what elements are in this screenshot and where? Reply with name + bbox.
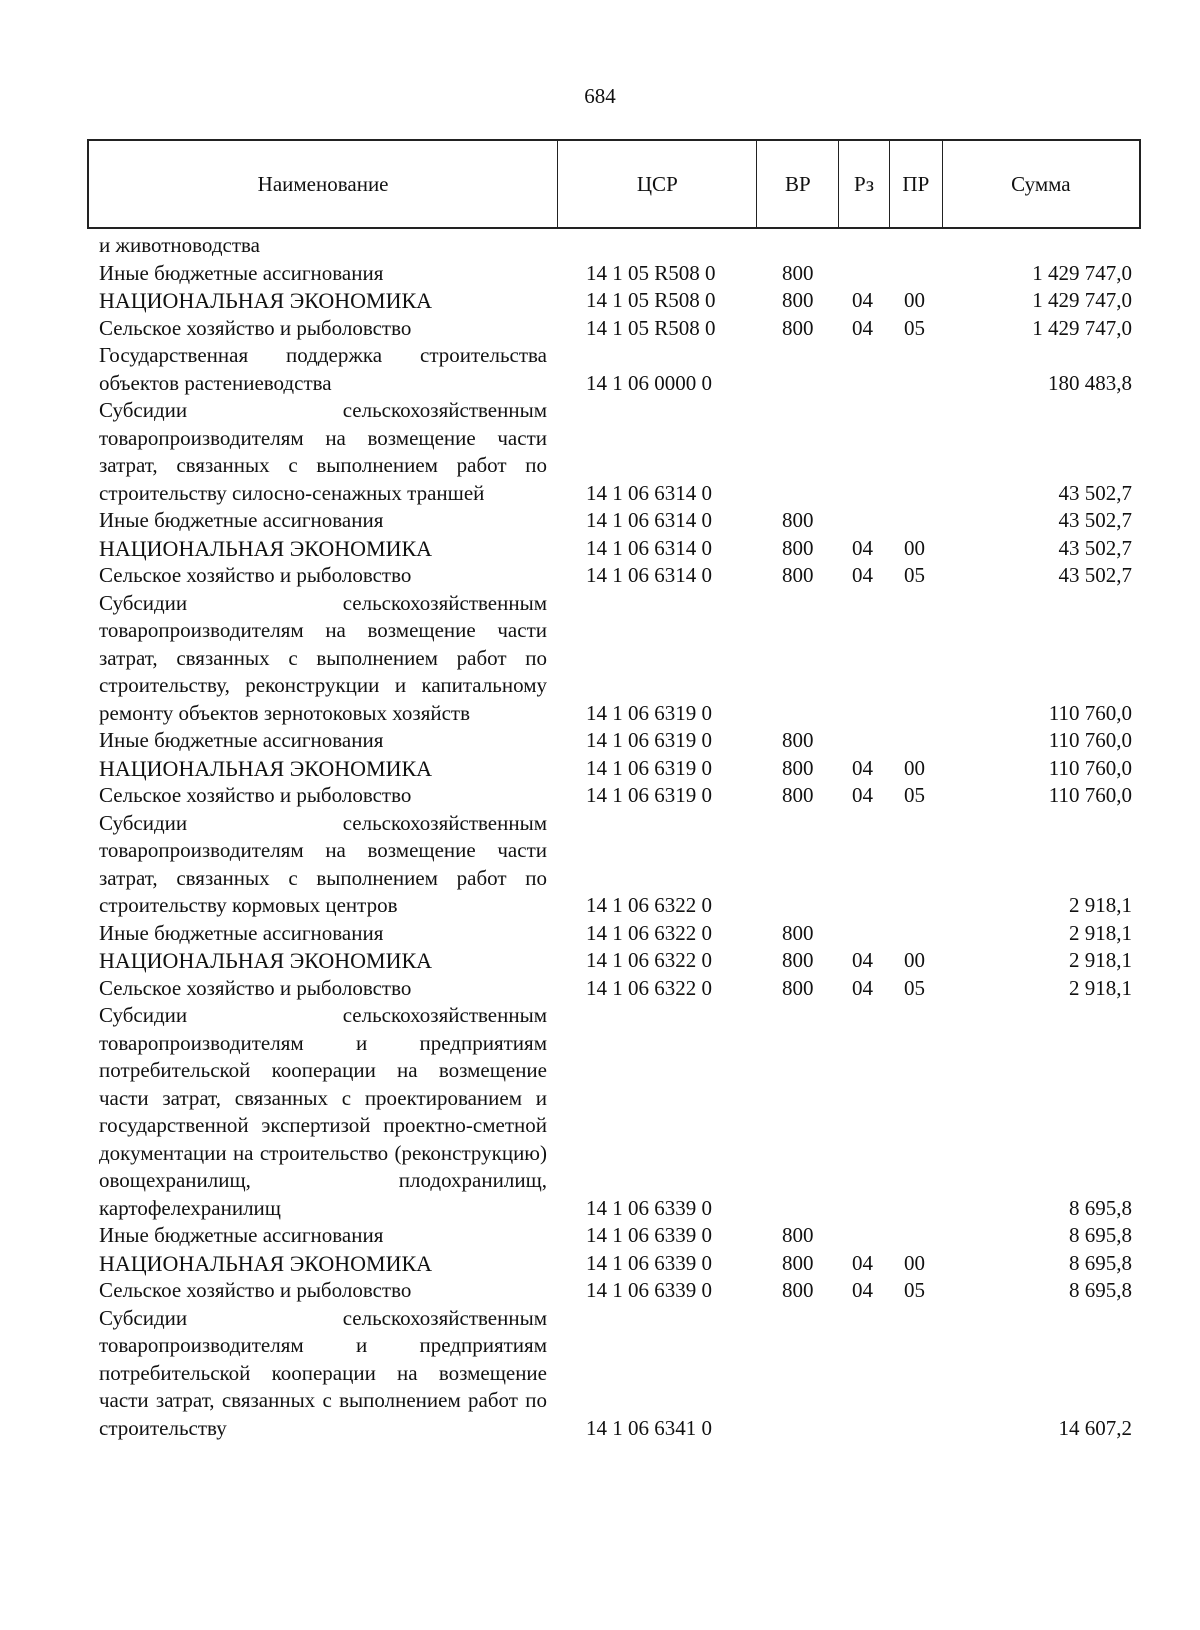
row-csr: 14 1 05 R508 0 (586, 288, 716, 312)
row-csr: 14 1 06 6314 0 (586, 563, 712, 587)
row-sum: 180 483,8 (1048, 370, 1132, 395)
row-csr: 14 1 06 0000 0 (586, 370, 712, 395)
row-sum: 1 429 747,0 (1032, 315, 1132, 340)
row-sum: 2 918,1 (1069, 975, 1132, 1000)
row-name: НАЦИОНАЛЬНАЯ ЭКОНОМИКА (99, 288, 433, 313)
row-rz: 04 (852, 755, 873, 780)
row-csr: 14 1 06 6319 0 (586, 755, 712, 780)
table-row (99, 1222, 1132, 1250)
row-name: Иные бюджетные ассигнования (99, 728, 384, 752)
table-row (99, 920, 1132, 948)
table-body (99, 232, 1132, 1442)
row-name: Сельское хозяйство и рыболовство (99, 315, 412, 340)
row-name: НАЦИОНАЛЬНАЯ ЭКОНОМИКА (99, 948, 433, 973)
table-row (99, 507, 1132, 535)
table-row (99, 260, 1132, 288)
row-rz: 04 (852, 563, 873, 587)
row-csr: 14 1 06 6319 0 (586, 728, 712, 752)
row-csr: 14 1 06 6322 0 (586, 975, 712, 1000)
row-name: Иные бюджетные ассигнования (99, 508, 384, 532)
header-sum: Сумма (1011, 171, 1071, 196)
row-name: Иные бюджетные ассигнования (99, 260, 384, 285)
row-csr: 14 1 06 6341 0 (586, 1415, 712, 1440)
row-csr: 14 1 06 6339 0 (586, 1195, 712, 1220)
table-row (99, 782, 1132, 810)
row-name: Сельское хозяйство и рыболовство (99, 563, 412, 587)
row-csr: 14 1 06 6339 0 (586, 1278, 712, 1302)
row-pr: 05 (904, 783, 925, 807)
row-sum: 110 760,0 (1048, 700, 1132, 725)
page-number: 684 (584, 84, 616, 108)
table-row (99, 590, 1132, 728)
row-vr: 800 (782, 783, 814, 807)
row-rz: 04 (852, 783, 873, 807)
header-name: Наименование (89, 141, 558, 227)
row-sum: 1 429 747,0 (1032, 288, 1132, 312)
row-csr: 14 1 06 6319 0 (586, 700, 712, 725)
row-pr: 05 (904, 563, 925, 587)
row-name: Субсидии сельскохозяйственным товаропроизводителям на возмещение части затрат, связанных с выполнением работ по строительству, реконструкции и капитальному ремонту объектов зернотоковых хозяйств (99, 590, 547, 725)
row-sum: 8 695,8 (1069, 1195, 1132, 1220)
row-sum: 43 502,7 (1058, 535, 1132, 560)
row-csr: 14 1 06 6314 0 (586, 535, 712, 560)
row-name: Иные бюджетные ассигнования (99, 920, 384, 945)
row-name: Сельское хозяйство и рыболовство (99, 1278, 412, 1302)
row-rz: 04 (852, 948, 873, 972)
row-csr: 14 1 06 6339 0 (586, 1250, 712, 1275)
row-sum: 110 760,0 (1048, 783, 1132, 807)
row-csr: 14 1 05 R508 0 (586, 315, 716, 340)
row-pr: 00 (904, 288, 925, 312)
row-sum: 43 502,7 (1058, 563, 1132, 587)
table-row (99, 232, 1132, 260)
row-csr: 14 1 06 6319 0 (586, 783, 712, 807)
header-vr: ВР (757, 141, 839, 227)
row-csr: 14 1 06 6314 0 (586, 508, 712, 532)
row-rz: 04 (852, 288, 873, 312)
row-csr: 14 1 06 6322 0 (586, 920, 712, 945)
row-name: Субсидии сельскохозяйственным товаропроизводителям и предприятиям потребительской кооперации на возмещение части затрат, связанных с выполнением работ по строительству (99, 1305, 547, 1440)
row-vr: 800 (782, 920, 814, 945)
row-vr: 800 (782, 1250, 814, 1275)
header-rz: Рз (839, 141, 890, 227)
row-pr: 00 (904, 948, 925, 972)
row-name: Сельское хозяйство и рыболовство (99, 975, 412, 1000)
table-row (99, 1002, 1132, 1222)
table-row (99, 947, 1132, 975)
row-vr: 800 (782, 1223, 814, 1247)
row-vr: 800 (782, 535, 814, 560)
row-name: Субсидии сельскохозяйственным товаропроизводителям на возмещение части затрат, связанных с выполнением работ по строительству силосно-сенажных траншей (99, 398, 547, 505)
row-name: Субсидии сельскохозяйственным товаропроизводителям и предприятиям потребительской кооперации на возмещение части затрат, связанных с проектированием и государственной экспертизой проектно-сметной документации на строительство (реконструкцию) овощехранилищ, плодохранилищ, картофелехранилищ (99, 1003, 547, 1220)
table-row (99, 315, 1132, 343)
row-pr: 00 (904, 755, 925, 780)
row-name: Сельское хозяйство и рыболовство (99, 783, 412, 807)
table-header (87, 139, 1141, 229)
row-vr: 800 (782, 755, 814, 780)
row-sum: 2 918,1 (1069, 893, 1132, 917)
row-sum: 2 918,1 (1069, 948, 1132, 972)
row-rz: 04 (852, 975, 873, 1000)
table-row (99, 975, 1132, 1003)
row-sum: 1 429 747,0 (1032, 260, 1132, 285)
row-pr: 00 (904, 1250, 925, 1275)
row-name: Государственная поддержка строительства объектов растениеводства (99, 343, 547, 395)
row-csr: 14 1 06 6339 0 (586, 1223, 712, 1247)
row-csr: 14 1 06 6322 0 (586, 893, 712, 917)
row-sum: 43 502,7 (1058, 480, 1132, 505)
row-vr: 800 (782, 948, 814, 972)
row-pr: 05 (904, 1278, 925, 1302)
table-row (99, 397, 1132, 507)
row-csr: 14 1 06 6314 0 (586, 480, 712, 505)
row-pr: 00 (904, 535, 925, 560)
row-vr: 800 (782, 260, 814, 285)
row-sum: 8 695,8 (1069, 1278, 1132, 1302)
row-vr: 800 (782, 1278, 814, 1302)
row-sum: 110 760,0 (1048, 728, 1132, 752)
row-sum: 2 918,1 (1069, 920, 1132, 945)
row-vr: 800 (782, 975, 814, 1000)
row-name: НАЦИОНАЛЬНАЯ ЭКОНОМИКА (99, 1250, 433, 1276)
table-row (99, 535, 1132, 563)
row-vr: 800 (782, 508, 814, 532)
row-vr: 800 (782, 728, 814, 752)
row-vr: 800 (782, 288, 814, 312)
row-rz: 04 (852, 535, 873, 560)
table-row (99, 287, 1132, 315)
row-sum: 43 502,7 (1058, 508, 1132, 532)
table-row (99, 562, 1132, 590)
row-pr: 05 (904, 975, 925, 1000)
header-csr: ЦСР (558, 141, 757, 227)
row-name: Иные бюджетные ассигнования (99, 1223, 384, 1247)
row-csr: 14 1 05 R508 0 (586, 260, 716, 285)
row-sum: 14 607,2 (1058, 1415, 1132, 1440)
table-row (99, 727, 1132, 755)
row-sum: 110 760,0 (1048, 755, 1132, 780)
row-sum: 8 695,8 (1069, 1223, 1132, 1247)
row-name: Субсидии сельскохозяйственным товаропроизводителям на возмещение части затрат, связанных с выполнением работ по строительству кормовых центров (99, 810, 547, 917)
row-name: и животноводства (99, 233, 260, 257)
row-pr: 05 (904, 315, 925, 340)
row-rz: 04 (852, 315, 873, 340)
row-vr: 800 (782, 563, 814, 587)
table-row (99, 1250, 1132, 1278)
table-row (99, 1305, 1132, 1443)
row-csr: 14 1 06 6322 0 (586, 948, 712, 972)
row-rz: 04 (852, 1278, 873, 1302)
row-name: НАЦИОНАЛЬНАЯ ЭКОНОМИКА (99, 755, 433, 781)
row-vr: 800 (782, 315, 814, 340)
row-name: НАЦИОНАЛЬНАЯ ЭКОНОМИКА (99, 535, 433, 561)
row-sum: 8 695,8 (1069, 1250, 1132, 1275)
row-rz: 04 (852, 1250, 873, 1275)
table-row (99, 1277, 1132, 1305)
table-row (99, 755, 1132, 783)
table-row (99, 810, 1132, 920)
header-pr: ПР (890, 141, 943, 227)
table-row (99, 342, 1132, 397)
